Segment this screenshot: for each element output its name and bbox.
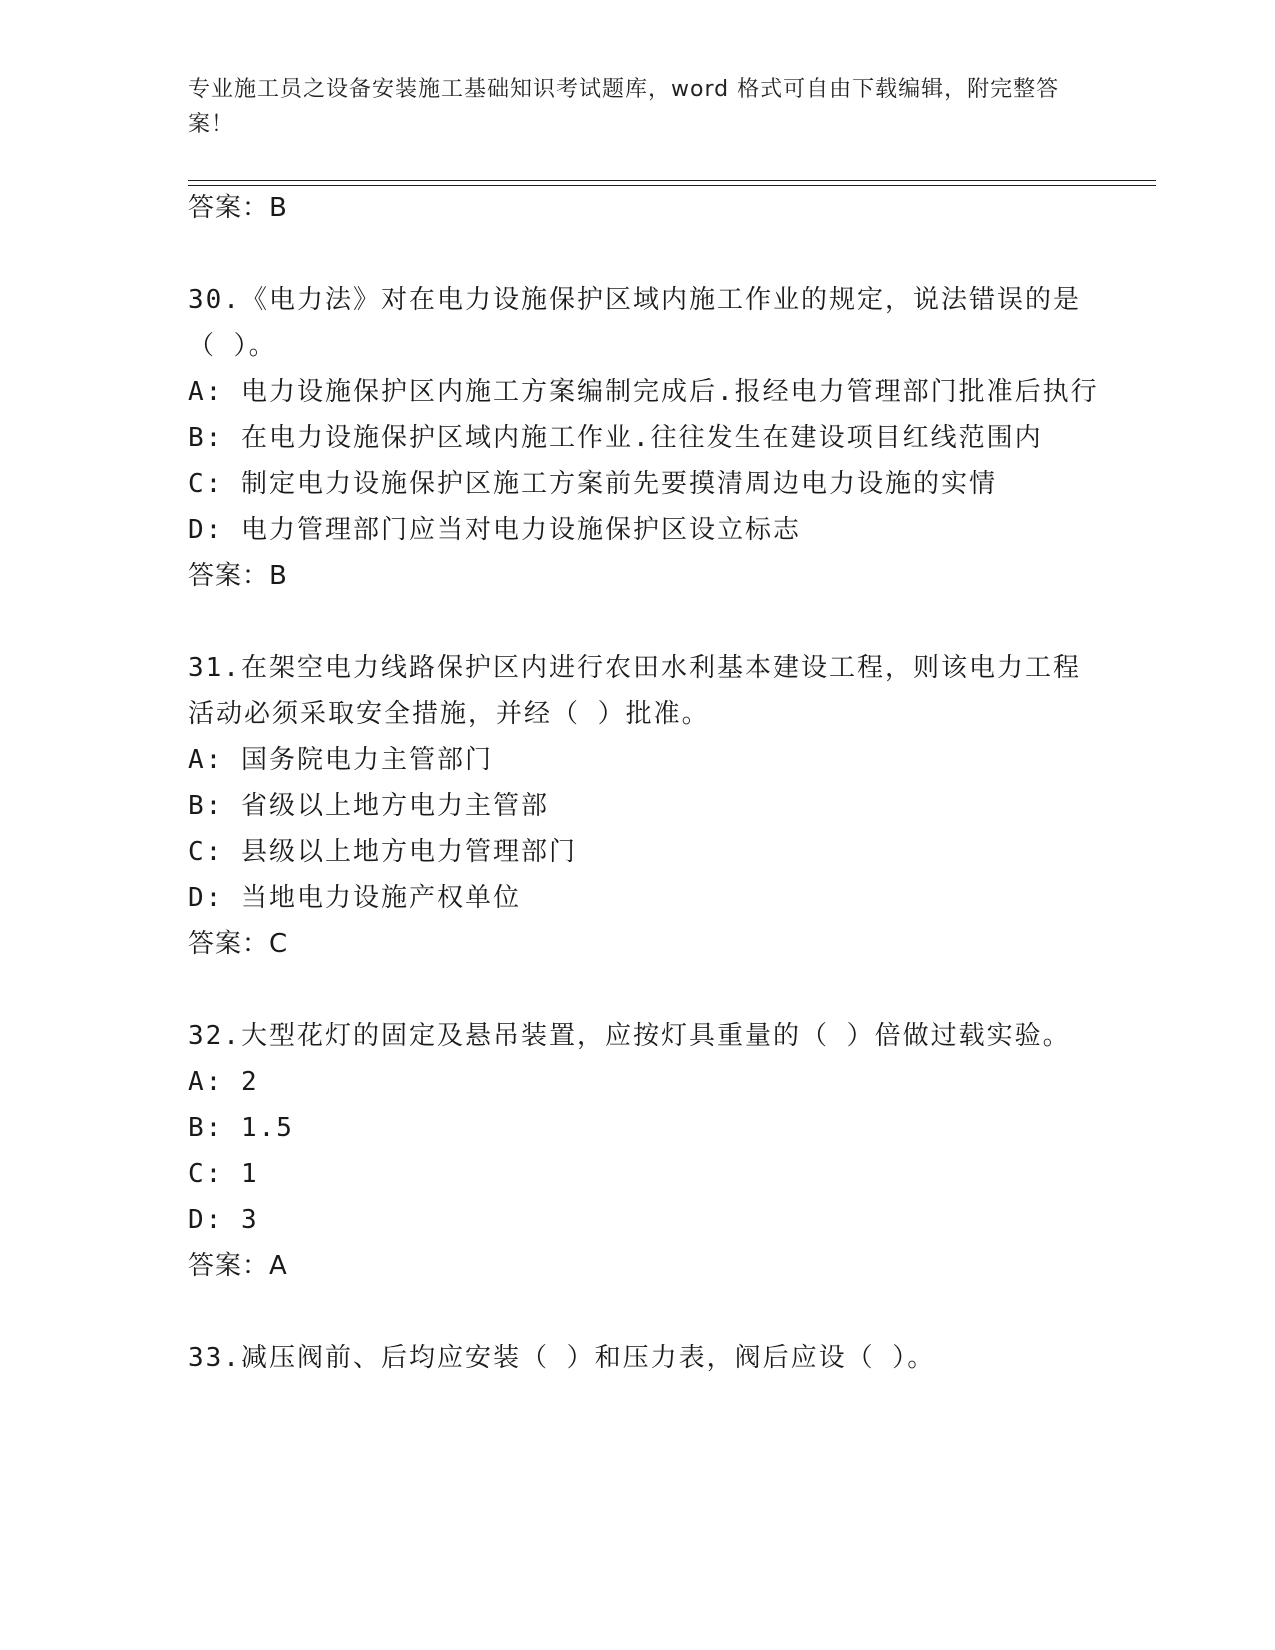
option-d: D: 3 (188, 1205, 259, 1235)
question-31 (188, 645, 1108, 967)
document-header: 专业施工员之设备安装施工基础知识考试题库，word 格式可自由下载编辑，附完整答案！ (188, 77, 1060, 137)
question-stem: 31.在架空电力线路保护区内进行农田水利基本建设工程，则该电力工程活动必须采取安全措施，并经（ ）批准。 (188, 653, 1081, 729)
question-32 (188, 1013, 1108, 1289)
answer-line: 答案：B (188, 561, 288, 591)
option-c: C: 1 (188, 1159, 259, 1189)
answer-line: 答案：A (188, 1251, 288, 1281)
question-stem: 32.大型花灯的固定及悬吊装置，应按灯具重量的（ ）倍做过载实验。 (188, 1021, 1071, 1051)
option-c: C: 县级以上地方电力管理部门 (188, 837, 577, 867)
option-d: D: 当地电力设施产权单位 (188, 883, 521, 913)
answer-line: 答案：B (188, 193, 288, 223)
option-a: A: 电力设施保护区内施工方案编制完成后.报经电力管理部门批准后执行 (188, 377, 1099, 407)
question-list (188, 185, 1108, 1381)
question-stem: 30.《电力法》对在电力设施保护区域内施工作业的规定，说法错误的是（ ）。 (188, 285, 1081, 361)
question-30 (188, 277, 1108, 599)
option-b: B: 1.5 (188, 1113, 294, 1143)
header-rule-top (188, 180, 1156, 181)
question-stem: 33.减压阀前、后均应安装（ ）和压力表，阀后应设（ ）。 (188, 1343, 936, 1373)
question-33 (188, 1335, 1108, 1381)
option-a: A: 2 (188, 1067, 259, 1097)
option-d: D: 电力管理部门应当对电力设施保护区设立标志 (188, 515, 801, 545)
answer-line: 答案：C (188, 929, 289, 959)
option-c: C: 制定电力设施保护区施工方案前先要摸清周边电力设施的实情 (188, 469, 997, 499)
option-b: B: 省级以上地方电力主管部 (188, 791, 549, 821)
option-b: B: 在电力设施保护区域内施工作业.往往发生在建设项目红线范围内 (188, 423, 1043, 453)
option-a: A: 国务院电力主管部门 (188, 745, 493, 775)
